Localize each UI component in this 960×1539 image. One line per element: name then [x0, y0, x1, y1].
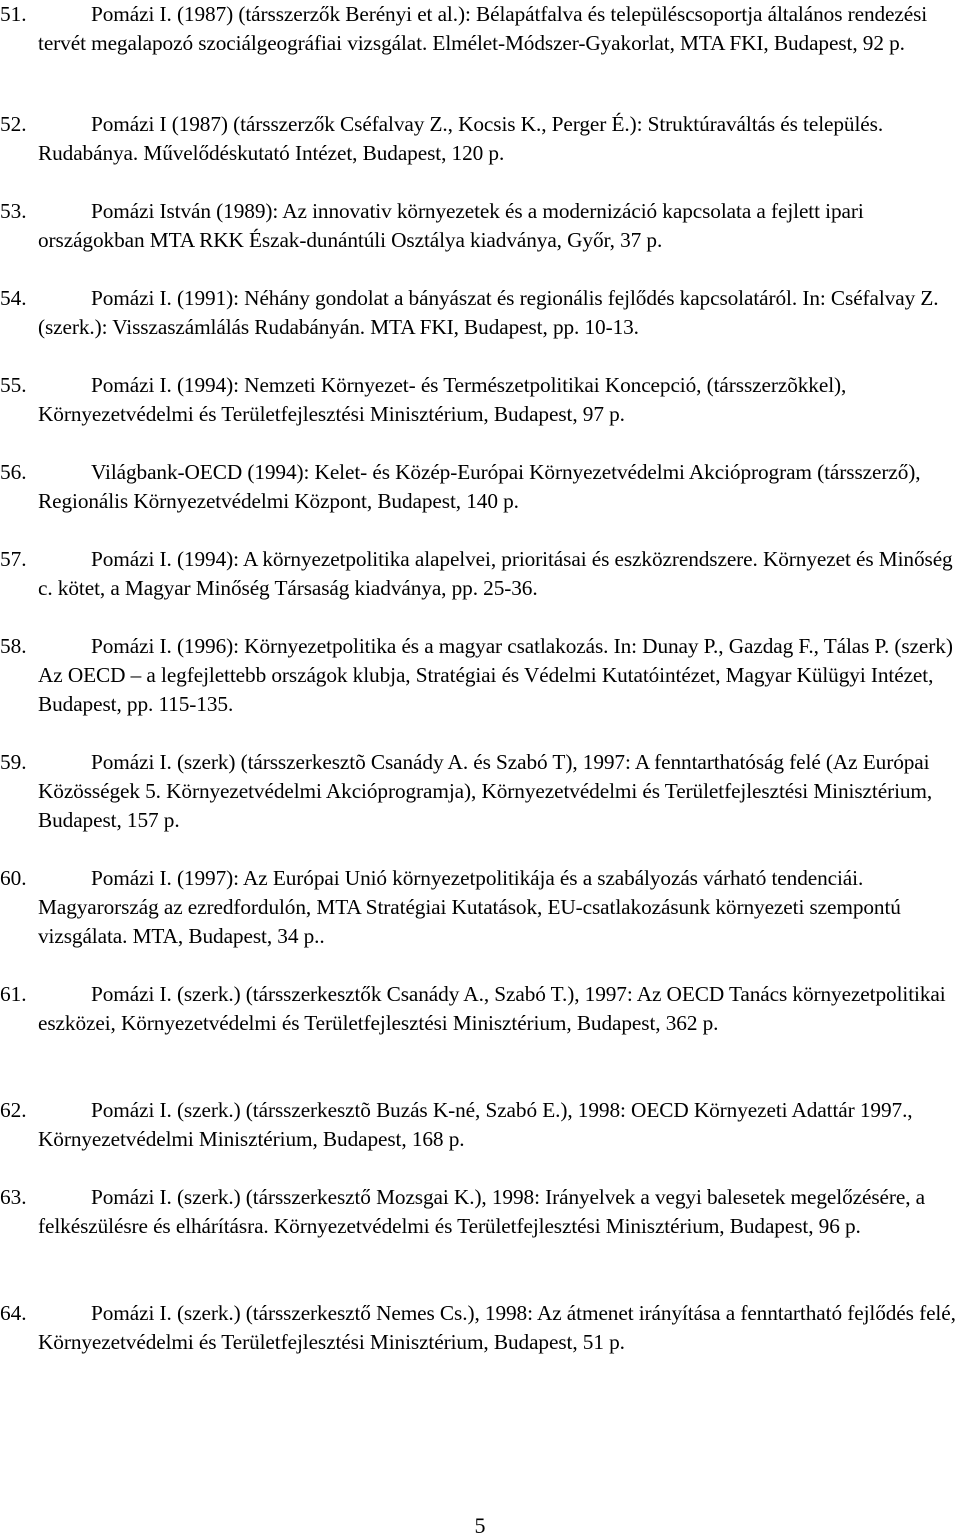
- reference-number: 51.: [0, 2, 27, 26]
- reference-text: Pomázi I. (szerk.) (társszerkesztő Mozsgai K.), 1998: Irányelvek a vegyi balesetek megelőzésére, a felkészülésre és elhárításra. Környezetvédelmi és Területfejlesztési Minisztérium, Budapest, 96 p.: [38, 1185, 926, 1238]
- reference-text: Pomázi István (1989): Az innovativ környezetek és a modernizáció kapcsolata a fejlett ipari országokban MTA RKK Észak-dunántúli Osztálya kiadványa, Győr, 37 p.: [38, 199, 864, 252]
- reference-text: Pomázi I. (szerk.) (társszerkesztő Nemes Cs.), 1998: Az átmenet irányítása a fenntartható fejlődés felé, Környezetvédelmi és Területfejlesztési Minisztérium, Budapest, 51 p.: [38, 1301, 956, 1354]
- reference-item: [0, 197, 958, 255]
- reference-text: Pomázi I. (szerk) (társszerkesztõ Csanády A. és Szabó T), 1997: A fenntarthatóság felé (Az Európai Közösségek 5. Környezetvédelmi Akcióprogramja), Környezetvédelmi és Területfejlesztési Minisztérium, Budapest, 157 p.: [38, 750, 933, 832]
- reference-text: Pomázi I. (1997): Az Európai Unió környezetpolitikája és a szabályozás várható tendenciái. Magyarország az ezredfordulón, MTA Stratégiai Kutatások, EU-csatlakozásunk környezeti szempontú vizsgálata. MTA, Budapest, 34 p..: [38, 866, 901, 948]
- reference-text: Pomázi I. (1987) (társszerzők Berényi et al.): Bélapátfalva és településcsoportja általános rendezési tervét megalapozó szociálgeográfiai vizsgálat. Elmélet-Módszer-Gyakorlat, MTA FKI, Budapest, 92 p.: [38, 2, 928, 55]
- reference-item: [0, 1096, 958, 1154]
- reference-number: 58.: [0, 634, 27, 658]
- reference-number: 62.: [0, 1098, 27, 1122]
- reference-item: [0, 110, 958, 168]
- reference-text: Pomázi I. (1991): Néhány gondolat a bányászat és regionális fejlődés kapcsolatáról. In: Cséfalvay Z. (szerk.): Visszaszámlálás Rudabányán. MTA FKI, Budapest, pp. 10-13.: [38, 286, 939, 339]
- page-number: 5: [474, 1513, 486, 1538]
- reference-text: Világbank-OECD (1994): Kelet- és Közép-Európai Környezetvédelmi Akcióprogram (társszerző), Regionális Környezetvédelmi Központ, Budapest, 140 p.: [38, 460, 921, 513]
- reference-text: Pomázi I. (szerk.) (társszerkesztõ Buzás K-né, Szabó E.), 1998: OECD Környezeti Adattár 1997., Környezetvédelmi Minisztérium, Budapest, 168 p.: [38, 1098, 913, 1151]
- reference-number: 59.: [0, 750, 27, 774]
- reference-number: 53.: [0, 199, 27, 223]
- reference-item: [0, 980, 958, 1038]
- reference-item: [0, 371, 958, 429]
- reference-item: [0, 632, 958, 719]
- reference-number: 56.: [0, 460, 27, 484]
- reference-item: [0, 748, 958, 835]
- reference-item: [0, 1299, 958, 1357]
- reference-number: 63.: [0, 1185, 27, 1209]
- reference-item: [0, 0, 958, 58]
- reference-item: [0, 284, 958, 342]
- reference-number: 60.: [0, 866, 27, 890]
- reference-item: [0, 864, 958, 951]
- reference-text: Pomázi I. (1996): Környezetpolitika és a magyar csatlakozás. In: Dunay P., Gazdag F., Tálas P. (szerk) Az OECD – a legfejlettebb országok klubja, Stratégiai és Védelmi Kutatóintézet, Magyar Külügyi Intézet, Budapest, pp. 115-135.: [38, 634, 953, 716]
- reference-number: 64.: [0, 1301, 27, 1325]
- reference-number: 57.: [0, 547, 27, 571]
- reference-text: Pomázi I. (szerk.) (társszerkesztők Csanády A., Szabó T.), 1997: Az OECD Tanács környezetpolitikai eszközei, Környezetvédelmi és Területfejlesztési Minisztérium, Budapest, 362 p.: [38, 982, 946, 1035]
- reference-text: Pomázi I. (1994): Nemzeti Környezet- és Természetpolitikai Koncepció, (társszerzõkkel), Környezetvédelmi és Területfejlesztési Minisztérium, Budapest, 97 p.: [38, 373, 847, 426]
- reference-number: 54.: [0, 286, 27, 310]
- reference-item: [0, 545, 958, 603]
- reference-number: 52.: [0, 112, 27, 136]
- reference-text: Pomázi I (1987) (társszerzők Cséfalvay Z., Kocsis K., Perger É.): Struktúraváltás és település. Rudabánya. Művelődéskutató Intézet, Budapest, 120 p.: [38, 112, 884, 165]
- reference-item: [0, 458, 958, 516]
- reference-number: 55.: [0, 373, 27, 397]
- reference-item: [0, 1183, 958, 1241]
- reference-number: 61.: [0, 982, 27, 1006]
- reference-text: Pomázi I. (1994): A környezetpolitika alapelvei, prioritásai és eszközrendszere. Környezet és Minőség c. kötet, a Magyar Minőség Társaság kiadványa, pp. 25-36.: [38, 547, 953, 600]
